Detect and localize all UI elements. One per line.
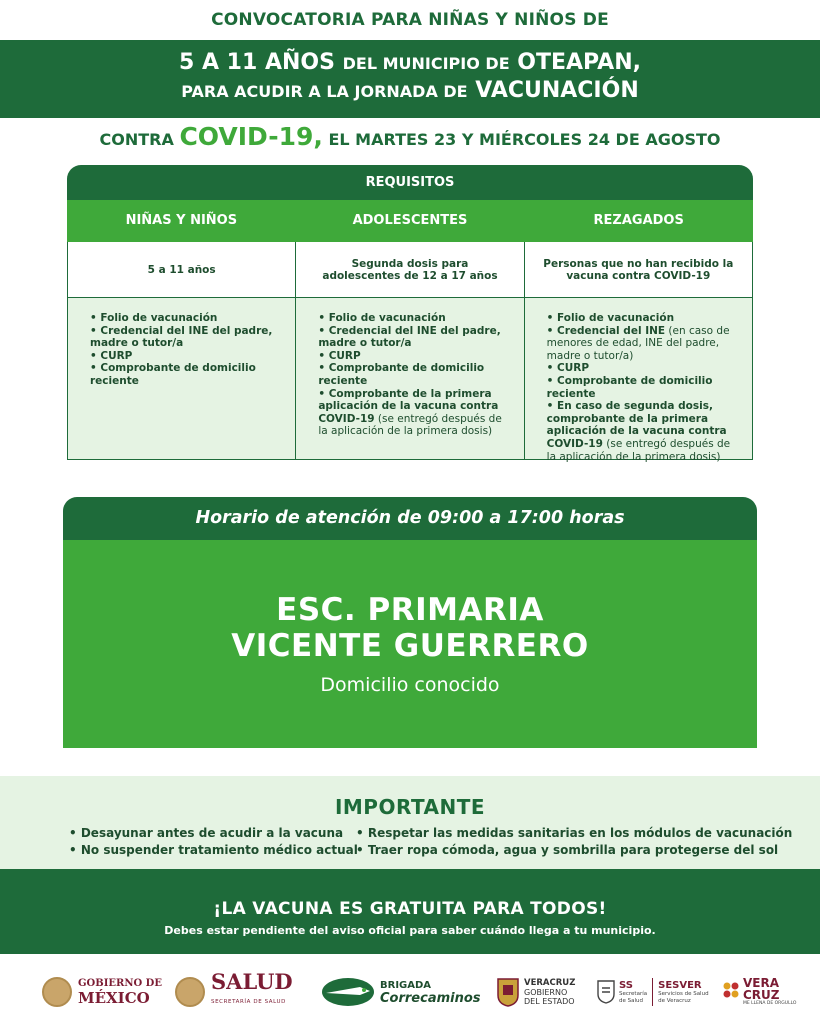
sesver-sub-1: Servicios de Salud (658, 990, 709, 997)
covid-word: COVID-19, (179, 122, 323, 151)
eagle-seal-icon (175, 977, 205, 1007)
requirements-docs-row (67, 297, 753, 463)
requirements-columns (67, 200, 753, 242)
free-vaccine-banner (0, 869, 820, 954)
list-item: • Comprobante de domicilio reciente (318, 362, 485, 387)
age-cell-rezagados: Personas que no han recibido la vacuna contra COVID-19 (543, 257, 734, 282)
free-subline: Debes estar pendiente del aviso oficial para saber cuándo llega a tu municipio. (164, 924, 656, 937)
roadrunner-icon (320, 975, 376, 1009)
important-section (0, 776, 820, 869)
header-band (0, 40, 820, 118)
list-item: • Folio de vacunación (90, 312, 218, 324)
requirements-table (67, 165, 753, 463)
ss-sub-2: de Salud (619, 997, 643, 1004)
list-item-text: • En caso de segunda dosis, comprobante de la primera aplicación de la vacuna contra COVID-19 (546, 400, 727, 450)
column-header-children: NIÑAS Y NIÑOS (125, 213, 238, 228)
salud-logo (175, 969, 293, 1010)
ss-sub-1: Secretaría (619, 990, 648, 997)
list-item: • No suspender tratamiento médico actual (69, 843, 358, 857)
veracruz-gobierno-logo (496, 974, 575, 1010)
requirements-title: REQUISITOS (67, 165, 753, 200)
header-line-4 (0, 122, 820, 155)
vera-line-1: VERA (743, 976, 780, 990)
list-item: • CURP (318, 349, 361, 362)
list-item: • Folio de vacunación (318, 312, 446, 324)
free-headline: ¡LA VACUNA ES GRATUITA PARA TODOS! (213, 899, 607, 919)
gobierno-mexico-logo (42, 974, 162, 1010)
list-item-text: • Comprobante de la primera aplicación de la vacuna contra COVID-19 (318, 387, 499, 425)
list-item: • Credencial del INE del padre, madre o tutor/a (90, 324, 273, 350)
jornada-label: PARA ACUDIR A LA JORNADA DE (181, 82, 468, 101)
sesver-sub-2: de Veracruz (658, 997, 691, 1004)
brigada-line-1: BRIGADA (380, 980, 432, 991)
veracruz-line-3: DEL ESTADO (524, 996, 575, 1006)
list-item: • CURP (546, 362, 590, 375)
eagle-seal-icon (42, 977, 72, 1007)
age-range: 5 A 11 AÑOS (179, 50, 335, 75)
flower-pattern-icon (722, 981, 740, 1003)
dates-label: EL MARTES 23 Y MIÉRCOLES 24 DE AGOSTO (328, 130, 721, 149)
list-item: • Respetar las medidas sanitarias en los módulos de vacunación (356, 826, 793, 840)
ss-label: SS (619, 979, 633, 991)
vacunacion-word: VACUNACIÓN (475, 78, 639, 103)
gob-mexico-line-2: MÉXICO (78, 989, 150, 1007)
venue-name-line-1: ESC. PRIMARIA (276, 592, 544, 628)
veracruz-shield-icon (496, 977, 520, 1007)
column-header-rezagados: REZAGADOS (593, 213, 684, 228)
logo-strip (0, 954, 820, 1024)
municipality-name: OTEAPAN, (517, 50, 641, 75)
list-item: • Folio de vacunación (546, 312, 675, 324)
municipality-label: DEL MUNICIPIO DE (342, 54, 510, 73)
list-item (318, 388, 509, 438)
list-item: • CURP (90, 349, 133, 362)
vera-line-2: CRUZ (743, 988, 780, 1002)
schedule-hours: Horario de atención de 09:00 a 17:00 horas (63, 497, 757, 540)
ss-sesver-logo (597, 974, 709, 1010)
contra-label: CONTRA (99, 130, 174, 149)
docs-cell-children (68, 298, 296, 459)
docs-cell-rezagados (525, 298, 752, 463)
docs-cell-adolescents (296, 298, 524, 459)
venue-name-line-2: VICENTE GUERRERO (231, 628, 589, 664)
age-cell-adolescents: Segunda dosis para adolescentes de 12 a 17 años (296, 242, 524, 297)
veracruz-line-1: VERACRUZ (524, 977, 576, 988)
column-header-adolescents: ADOLESCENTES (352, 213, 468, 228)
list-item-text: • Credencial del INE (546, 324, 666, 337)
header-line-1: CONVOCATORIA PARA NIÑAS Y NIÑOS DE (211, 10, 609, 30)
salud-word: SALUD (211, 969, 293, 994)
salud-subtitle: SECRETARÍA DE SALUD (211, 999, 287, 1005)
gob-mexico-line-1: GOBIERNO DE (78, 978, 162, 989)
ss-shield-icon (597, 980, 615, 1004)
logo-divider (652, 978, 653, 1006)
header-line-2 (0, 50, 820, 77)
header-line-3 (0, 77, 820, 106)
age-cell-children: 5 a 11 años (68, 242, 296, 297)
list-item (547, 400, 738, 463)
brigada-line-2: Correcaminos (380, 991, 481, 1006)
list-item: • Credencial del INE del padre, madre o tutor/a (318, 324, 501, 350)
veracruz-orgullo-logo (722, 974, 796, 1010)
list-item-note: (se entregó después de la aplicación de la primera dosis) (318, 412, 502, 438)
list-item: • Desayunar antes de acudir a la vacuna (69, 826, 344, 840)
schedule-card (63, 497, 757, 748)
list-item: • Comprobante de domicilio reciente (546, 374, 713, 400)
list-item: • Traer ropa cómoda, agua y sombrilla para protegerse del sol (356, 843, 779, 857)
requirements-age-row (67, 242, 753, 297)
vera-sub: ME LLENA DE ORGULLO (743, 1001, 797, 1006)
list-item-note: (se entregó después de la aplicación de la primera dosis) (546, 437, 731, 463)
brigada-correcaminos-logo (320, 974, 481, 1010)
list-item: • Comprobante de domicilio reciente (90, 362, 256, 387)
sesver-label: SESVER (658, 979, 702, 991)
important-title: IMPORTANTE (334, 795, 486, 819)
venue-box (63, 540, 757, 748)
list-item-note: (en caso de menores de edad, INE del padre, madre o tutor/a) (546, 324, 730, 362)
venue-address: Domicilio conocido (320, 674, 500, 696)
list-item (547, 325, 738, 363)
veracruz-line-2: GOBIERNO (524, 987, 568, 997)
